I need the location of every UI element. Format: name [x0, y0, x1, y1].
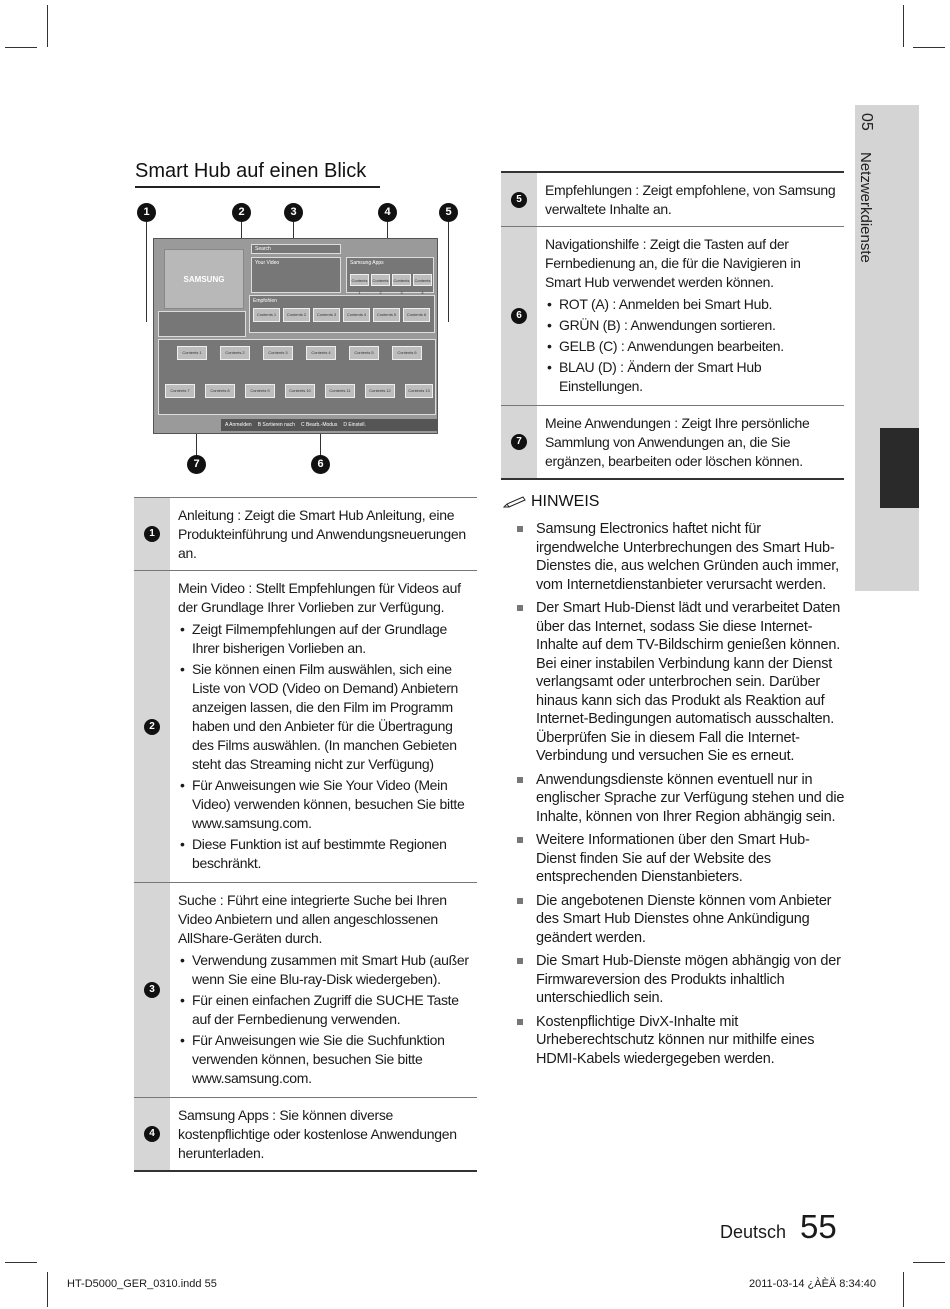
list-item: Weitere Informationen über den Smart Hub-Dienst finden Sie auf der Website des entsprechenden Dienstanbieters. — [515, 831, 847, 887]
table-row — [134, 570, 477, 882]
nav-help-d: D Einstell. — [343, 422, 366, 428]
row-number: 5 — [511, 192, 527, 208]
grid-tile: Contents 3 — [263, 346, 293, 360]
pencil-icon — [503, 495, 527, 509]
grid-tile: Contents 1 — [177, 346, 207, 360]
smart-hub-screenshot — [153, 238, 438, 434]
note-heading-label: HINWEIS — [531, 493, 600, 510]
row-heading: Anleitung — [178, 507, 234, 523]
title-underline — [135, 186, 380, 188]
callout-2: 2 — [232, 203, 251, 222]
row-heading: Meine Anwendungen — [545, 415, 671, 431]
row-text: : Führt eine integrierte Suche bei Ihren Video Anbietern und allen angeschlossenen AllShare-Geräten durch. — [178, 892, 447, 946]
app-tile: Contents 2 — [371, 274, 390, 286]
grid-tile: Contents 4 — [306, 346, 336, 360]
crop-mark — [47, 5, 48, 47]
page-number: 55 — [800, 1208, 837, 1245]
list-item: • BLAU (D) : Ändern der Smart Hub Einstellungen. — [545, 358, 838, 396]
crop-mark — [903, 5, 904, 47]
list-item: • Für einen einfachen Zugriff die SUCHE Taste auf der Fernbedienung verwenden. — [178, 991, 471, 1029]
nav-help-bar — [221, 419, 437, 431]
callout-line — [320, 432, 321, 455]
row-number: 1 — [144, 526, 160, 542]
grid-tile: Contents 8 — [205, 384, 235, 398]
list-item: • Für Anweisungen wie Sie Your Video (Mein Video) verwenden können, besuchen Sie bitte www.samsung.com. — [178, 776, 471, 833]
callout-7: 7 — [187, 455, 206, 474]
grid-tile: Contents 7 — [165, 384, 195, 398]
rec-tile: Contents 3 — [313, 308, 340, 322]
callout-5: 5 — [439, 203, 458, 222]
footer-language: Deutsch — [720, 1222, 787, 1242]
list-item: Samsung Electronics haftet nicht für irgendwelche Unterbrechungen des Smart Hub-Dienstes die, aus welchen Gründen auch immer, vom Internetdienstanbieter verursacht werden. — [515, 520, 847, 594]
app-tile: Contents 1 — [350, 274, 369, 286]
row-number: 4 — [144, 1126, 160, 1142]
rec-tile: Contents 4 — [343, 308, 370, 322]
row-text: : Zeigt die Smart Hub Anleitung, eine Produkteinführung und Anwendungsneuerungen an. — [178, 507, 466, 561]
recommended-panel: Empfohlen Contents 1 Contents 2 Contents 3 Contents 4 Contents 5 Contents 6 — [249, 295, 435, 333]
list-item: • GRÜN (B) : Anwendungen sortieren. — [545, 316, 838, 335]
footer-timestamp: 2011-03-14 ¿ÀÈÄ 8:34:40 — [749, 1278, 876, 1290]
grid-tile: Contents 5 — [349, 346, 379, 360]
nav-help-a: A Anmelden — [225, 422, 252, 428]
list-item: Die angebotenen Dienste können vom Anbieter des Smart Hub Dienstes ohne Ankündigung geändert werden. — [515, 892, 847, 948]
rec-tile: Contents 1 — [253, 308, 280, 322]
list-item: Kostenpflichtige DivX-Inhalte mit Urheberechtschutz können nur mithilfe eines HDMI-Kabels wiedergegeben werden. — [515, 1013, 847, 1069]
table-row — [134, 882, 477, 1097]
callout-line — [146, 222, 147, 322]
list-item: • ROT (A) : Anmelden bei Smart Hub. — [545, 295, 838, 314]
samsung-logo: SAMSUNG — [164, 249, 244, 309]
row-text: : Sie können diverse kostenpflichtige oder kostenlose Anwendungen herunterladen. — [178, 1107, 457, 1161]
row-heading: Mein Video — [178, 580, 245, 596]
row-heading: Samsung Apps — [178, 1107, 269, 1123]
callout-6: 6 — [311, 455, 330, 474]
bullet-list — [178, 951, 471, 1088]
grid-tile: Contents 12 — [365, 384, 395, 398]
list-item: Anwendungsdienste können eventuell nur in englischer Sprache zur Verfügung stehen und die Inhalte, können von Ihrer Region abhängig sein. — [515, 771, 847, 827]
list-item: • Diese Funktion ist auf bestimmte Regionen beschränkt. — [178, 835, 471, 873]
row-number: 7 — [511, 434, 527, 450]
crop-mark — [5, 47, 37, 48]
list-item: Die Smart Hub-Dienste mögen abhängig von der Firmwareversion des Produkts inhaltlich unterschiedlich sein. — [515, 952, 847, 1008]
guide-panel — [158, 311, 246, 337]
row-number: 6 — [511, 308, 527, 324]
callout-3: 3 — [284, 203, 303, 222]
app-tile: Contents 3 — [392, 274, 411, 286]
note-heading — [503, 493, 599, 511]
crop-mark — [913, 47, 945, 48]
row-number: 2 — [144, 719, 160, 735]
row-text: : Stellt Empfehlungen für Videos auf der Grundlage Ihrer Vorlieben zur Verfügung. — [178, 580, 461, 615]
section-name: Netzwerkdienste — [857, 152, 874, 263]
bullet-list — [178, 620, 471, 873]
nav-help-b: B Sortieren nach — [257, 422, 295, 428]
row-text: : Zeigt Ihre persönliche Sammlung von Anwendungen an, die Sie ergänzen, bearbeiten oder löschen können. — [545, 415, 810, 469]
grid-tile: Contents 13 — [405, 384, 433, 398]
row-text: : Zeigt die Tasten auf der Fernbedienung an, die für die Navigieren in Smart Hub verwendet werden können. — [545, 236, 801, 290]
row-heading: Empfehlungen — [545, 182, 632, 198]
crop-mark — [903, 1272, 904, 1307]
grid-tile: Contents 10 — [285, 384, 315, 398]
my-apps-panel — [158, 339, 436, 415]
row-heading: Suche — [178, 892, 217, 908]
app-tile: Contents 4 — [413, 274, 432, 286]
row-number: 3 — [144, 982, 160, 998]
list-item: • Zeigt Filmempfehlungen auf der Grundlage Ihrer bisherigen Vorlieben an. — [178, 620, 471, 658]
section-number: 05 — [858, 113, 875, 131]
section-marker — [880, 428, 919, 508]
callout-1: 1 — [137, 203, 156, 222]
table-row — [501, 226, 844, 405]
list-item: • Sie können einen Film auswählen, sich eine Liste von VOD (Video on Demand) Anbietern anzeigen lassen, die den Film im Programm haben und den Anbieter für die Übertragung des Films auswählen. (In manchen Gebieten steht das Streaming nicht zur Verfügung) — [178, 660, 471, 774]
list-item: Der Smart Hub-Dienst lädt und verarbeitet Daten über das Internet, sodass Sie diese Internet-Inhalte auf dem TV-Bildschirm genießen können. Bei einer instabilen Verbindung kann der Dienst verlangsamt oder unterbrochen sein. Darüber hinaus kann sich das Produkt als Reaktion auf Internet-Bedingungen automatisch ausschalten. Überprüfen Sie in diesem Fall die Internet-Verbindung und versuchen Sie es erneut. — [515, 599, 847, 766]
grid-tile: Contents 11 — [325, 384, 355, 398]
table-row — [134, 497, 477, 570]
row-text: : Zeigt empfohlene, von Samsung verwaltete Inhalte an. — [545, 182, 836, 217]
table-row — [501, 171, 844, 226]
nav-help-c: C Bearb.-Modus — [300, 422, 338, 428]
callout-line — [448, 222, 449, 322]
note-list — [515, 520, 847, 1073]
page-title: Smart Hub auf einen Blick — [135, 160, 367, 182]
grid-tile: Contents 2 — [220, 346, 250, 360]
footer-filename: HT-D5000_GER_0310.indd 55 — [67, 1278, 217, 1290]
rec-tile: Contents 2 — [283, 308, 310, 322]
list-item: • Für Anweisungen wie Sie die Suchfunktion verwenden können, besuchen Sie bitte www.samsung.com. — [178, 1031, 471, 1088]
feature-table-left — [134, 497, 477, 1172]
list-item: • GELB (C) : Anwendungen bearbeiten. — [545, 337, 838, 356]
rec-tile: Contents 5 — [373, 308, 400, 322]
crop-mark — [5, 1262, 37, 1263]
table-row — [134, 1097, 477, 1172]
callout-4: 4 — [378, 203, 397, 222]
table-row — [501, 405, 844, 480]
samsung-apps-panel: Samsung Apps Contents 1 Contents 2 Contents 3 Contents 4 — [346, 257, 434, 293]
rec-tile: Contents 6 — [403, 308, 430, 322]
feature-table-right — [501, 171, 844, 480]
your-video-panel: Your Video — [251, 257, 341, 293]
crop-mark — [913, 1262, 945, 1263]
grid-tile: Contents 9 — [245, 384, 275, 398]
row-heading: Navigationshilfe — [545, 236, 640, 252]
search-box: Search — [251, 244, 341, 254]
crop-mark — [47, 1272, 48, 1307]
bullet-list — [545, 295, 838, 396]
list-item: • Verwendung zusammen mit Smart Hub (außer wenn Sie eine Blu-ray-Disk wiedergeben). — [178, 951, 471, 989]
grid-tile: Contents 6 — [392, 346, 422, 360]
